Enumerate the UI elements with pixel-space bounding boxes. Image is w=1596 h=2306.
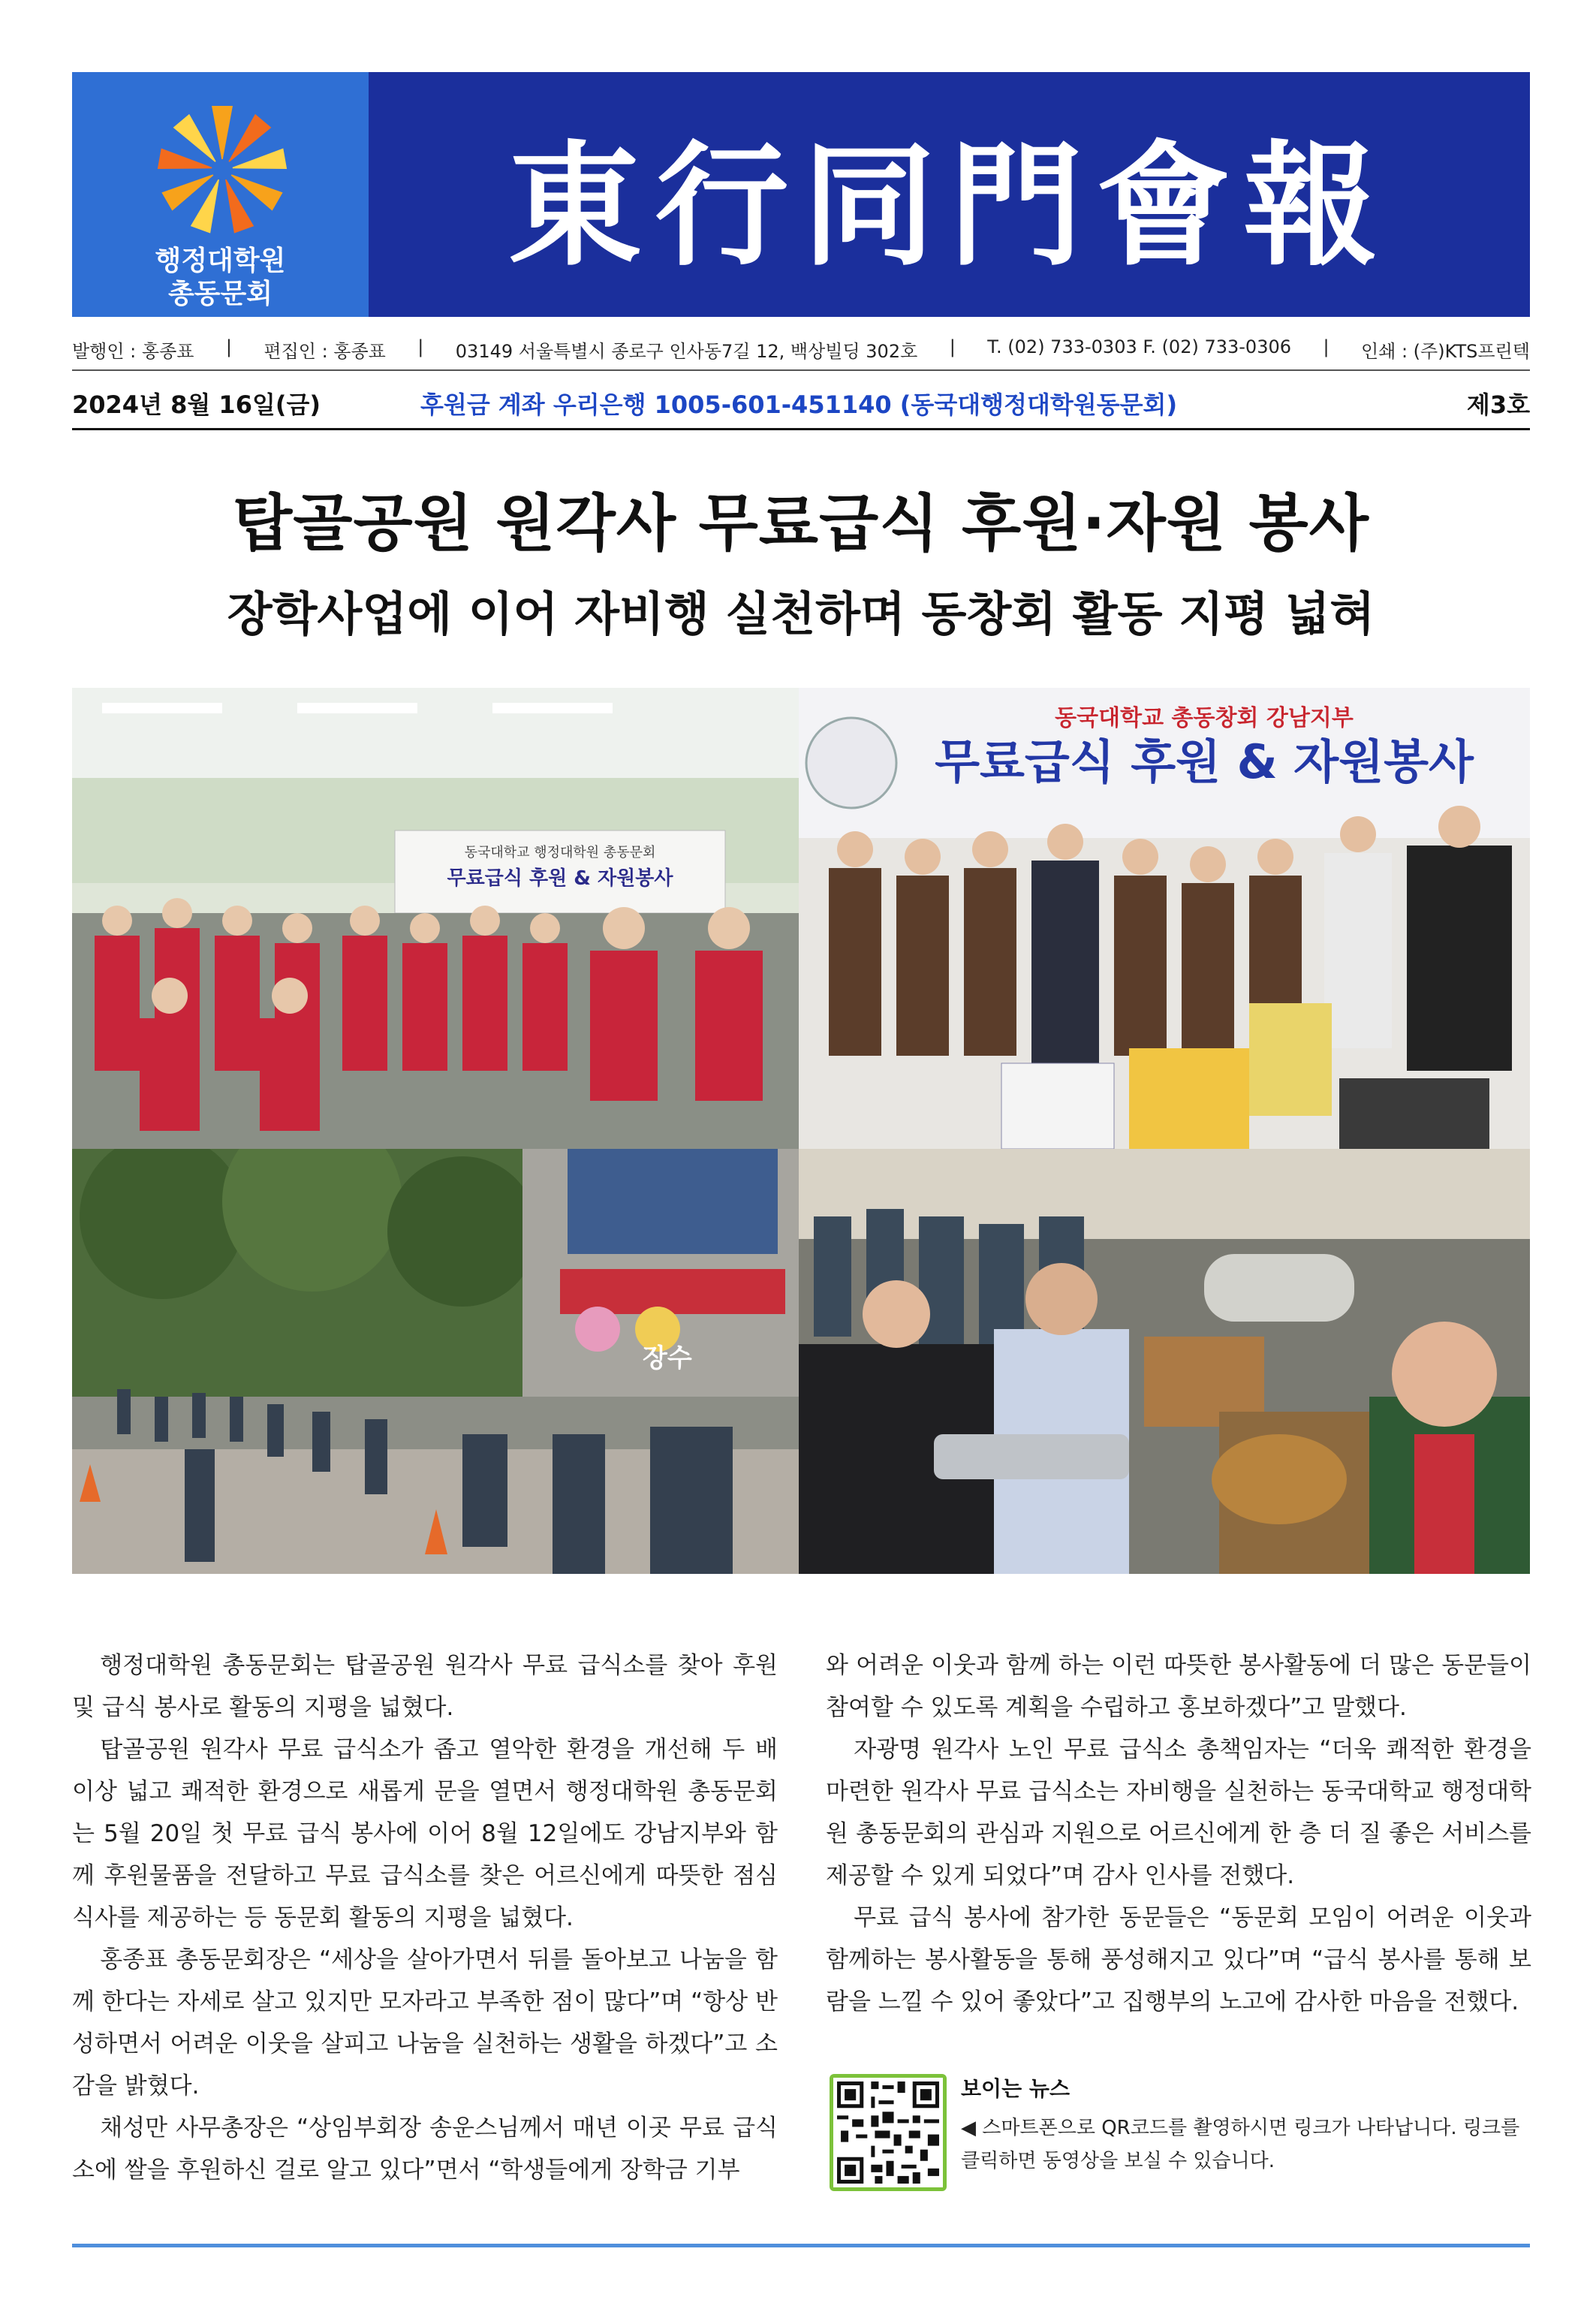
- headline: 탑골공원 원각사 무료급식 후원·자원 봉사: [233, 488, 1369, 559]
- address: 03149 서울특별시 종로구 인사동7길 12, 백상빌딩 302호: [455, 341, 918, 362]
- phone: T. (02) 733-0303 F. (02) 733-0306: [987, 336, 1292, 357]
- separator: |: [949, 336, 956, 357]
- publication-info: [72, 336, 1530, 363]
- divider: [72, 428, 1530, 430]
- editor: 편집인 : 홍종표: [263, 341, 386, 362]
- publisher: 발행인 : 홍종표: [72, 341, 194, 362]
- bottom-divider: [72, 2244, 1530, 2247]
- logo-text-line1: 행정대학원: [155, 246, 286, 276]
- qr-title: 보이는 뉴스: [961, 2076, 1070, 2101]
- separator: |: [225, 336, 232, 357]
- subheadline: 장학사업에 이어 자비행 실천하며 동창회 활동 지평 넓혀: [227, 586, 1375, 641]
- separator: |: [1323, 336, 1329, 357]
- article-column-right: [826, 1644, 1531, 2023]
- qr-code[interactable]: [830, 2074, 947, 2191]
- title-panel: [369, 72, 1530, 317]
- paragraph-continued: 와 어려운 이웃과 함께 하는 이런 따뜻한 봉사활동에 더 많은 동문들이 참여할 수 있도록 계획을 수립하고 홍보하겠다”고 말했다.: [826, 1652, 1531, 1721]
- paragraph: 홍종표 총동문회장은 “세상을 살아가면서 뒤를 돌아보고 나눔을 함께 한다는 자세로 살고 있지만 모자라고 부족한 점이 많다”며 “항상 반성하면서 어려운 이웃을 살피고 나눔을 실천하는 생활을 하겠다”고 소감을 밝혔다.: [72, 1946, 778, 2100]
- donation-account: 후원금 계좌 우리은행 1005-601-451140 (동국대행정대학원동문회): [420, 390, 1178, 419]
- paragraph: 자광명 원각사 노인 무료 급식소 총책임자는 “더욱 쾌적한 환경을 마련한 원각사 무료 급식소는 자비행을 실천하는 동국대학교 행정대학원 총동문회의 관심과 지원으로 어르신에게 한 층 더 질 좋은 서비스를 제공할 수 있게 되었다”며 감사 인사를 전했다.: [826, 1736, 1531, 1889]
- paragraph: 탑골공원 원각사 무료 급식소가 좁고 열악한 환경을 개선해 두 배 이상 넓고 쾌적한 환경으로 새롭게 문을 열면서 행정대학원 총동문회는 5월 20일 첫 무료 급식 봉사에 이어 8월 12일에도 강남지부와 함께 후원물품을 전달하고 무료 급식소를 찾은 어르신에게 따뜻한 점심 식사를 제공하는 등 동문회 활동의 지평을 넓혔다.: [72, 1736, 778, 1931]
- photo-gangnam-branch: [799, 688, 1530, 1149]
- printer: 인쇄 : (주)KTS프린텍: [1360, 341, 1530, 362]
- article-column-left: [72, 1644, 778, 2191]
- banner-text-1: 동국대학교 행정대학원 총동문회: [464, 845, 656, 861]
- issue-number: 제3호: [1466, 390, 1530, 419]
- paragraph: 행정대학원 총동문회는 탑골공원 원각사 무료 급식소를 찾아 후원 및 급식 봉사로 활동의 지평을 넓혔다.: [72, 1652, 778, 1721]
- banner-text-2: 무료급식 후원 & 자원봉사: [935, 734, 1474, 789]
- paragraph: 채성만 사무총장은 “상임부회장 송운스님께서 매년 이곳 무료 급식소에 쌀을 후원하신 걸로 알고 있다”면서 “학생들에게 장학금 기부: [72, 2115, 778, 2184]
- banner-text-2: 무료급식 후원 & 자원봉사: [447, 867, 673, 890]
- newspaper-title: 東行同門會報: [507, 127, 1391, 284]
- logo-text-line2: 총동문회: [167, 279, 273, 309]
- separator: |: [417, 336, 424, 357]
- photo-serving-meals: [799, 1149, 1530, 1574]
- banner-text-1: 동국대학교 총동창회 강남지부: [1055, 705, 1354, 731]
- photo-group-volunteers: [72, 688, 799, 1149]
- divider: [72, 369, 1530, 371]
- photo-street-queue: [72, 1149, 799, 1574]
- qr-code-icon: [833, 2078, 943, 2187]
- sunburst-logo-icon: [155, 102, 290, 237]
- logo-panel: [72, 72, 369, 317]
- paragraph: 무료 급식 봉사에 참가한 동문들은 “동문회 모임이 어려운 이웃과 함께하는 봉사활동을 통해 풍성해지고 있다”며 “급식 봉사를 통해 보람을 느낄 수 있어 좋았다”고 집행부의 노고에 감사한 마음을 전했다.: [826, 1904, 1531, 2015]
- masthead: [72, 72, 1530, 317]
- qr-description: ◀ 스마트폰으로 QR코드를 촬영하시면 링크가 나타납니다. 링크를 클릭하면 동영상을 보실 수 있습니다.: [961, 2117, 1520, 2172]
- shop-sign: 장수: [643, 1343, 692, 1373]
- issue-date: 2024년 8월 16일(금): [72, 390, 321, 419]
